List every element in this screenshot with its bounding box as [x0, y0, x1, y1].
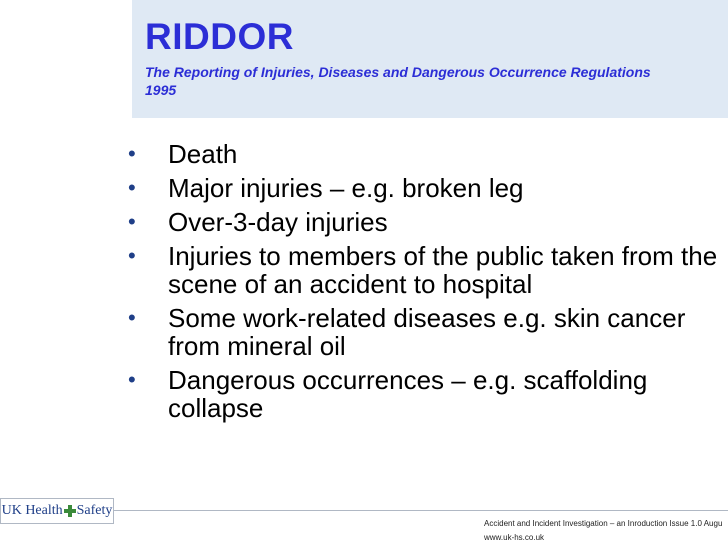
bullet-text: Some work-related diseases e.g. skin cancer from mineral oil	[168, 303, 686, 361]
bullet-text: Major injuries – e.g. broken leg	[168, 173, 524, 203]
logo-text-right: Safety	[76, 503, 113, 518]
bullet-icon: •	[128, 141, 136, 166]
health-cross-icon	[64, 505, 76, 517]
bullet-icon: •	[128, 175, 136, 200]
bullet-icon: •	[128, 243, 136, 268]
bullet-text: Death	[168, 139, 238, 169]
bullet-text: Over-3-day injuries	[168, 207, 388, 237]
slide-subtitle: The Reporting of Injuries, Diseases and Dangerous Occurrence Regulations 1995	[145, 64, 651, 99]
bullet-icon: •	[128, 305, 136, 330]
bullet-list	[128, 140, 718, 428]
logo-text-left: UK Health	[1, 503, 63, 518]
footer-website: www.uk-hs.co.uk	[484, 533, 545, 542]
bullet-text: Injuries to members of the public taken from the scene of an accident to hospital	[168, 241, 718, 299]
bullet-text: Dangerous occurrences – e.g. scaffolding collapse	[168, 365, 648, 423]
slide-title: RIDDOR	[145, 16, 294, 57]
bullet-item	[128, 304, 718, 360]
bullet-item	[128, 174, 718, 202]
uk-health-safety-logo	[0, 498, 114, 524]
bullet-item	[128, 366, 718, 422]
bullet-item	[128, 242, 718, 298]
footer-document-title: Accident and Incident Investigation – an Inroduction Issue 1.0 Augu	[484, 519, 723, 528]
bullet-icon: •	[128, 367, 136, 392]
bullet-item	[128, 208, 718, 236]
bullet-item	[128, 140, 718, 168]
bullet-icon: •	[128, 209, 136, 234]
